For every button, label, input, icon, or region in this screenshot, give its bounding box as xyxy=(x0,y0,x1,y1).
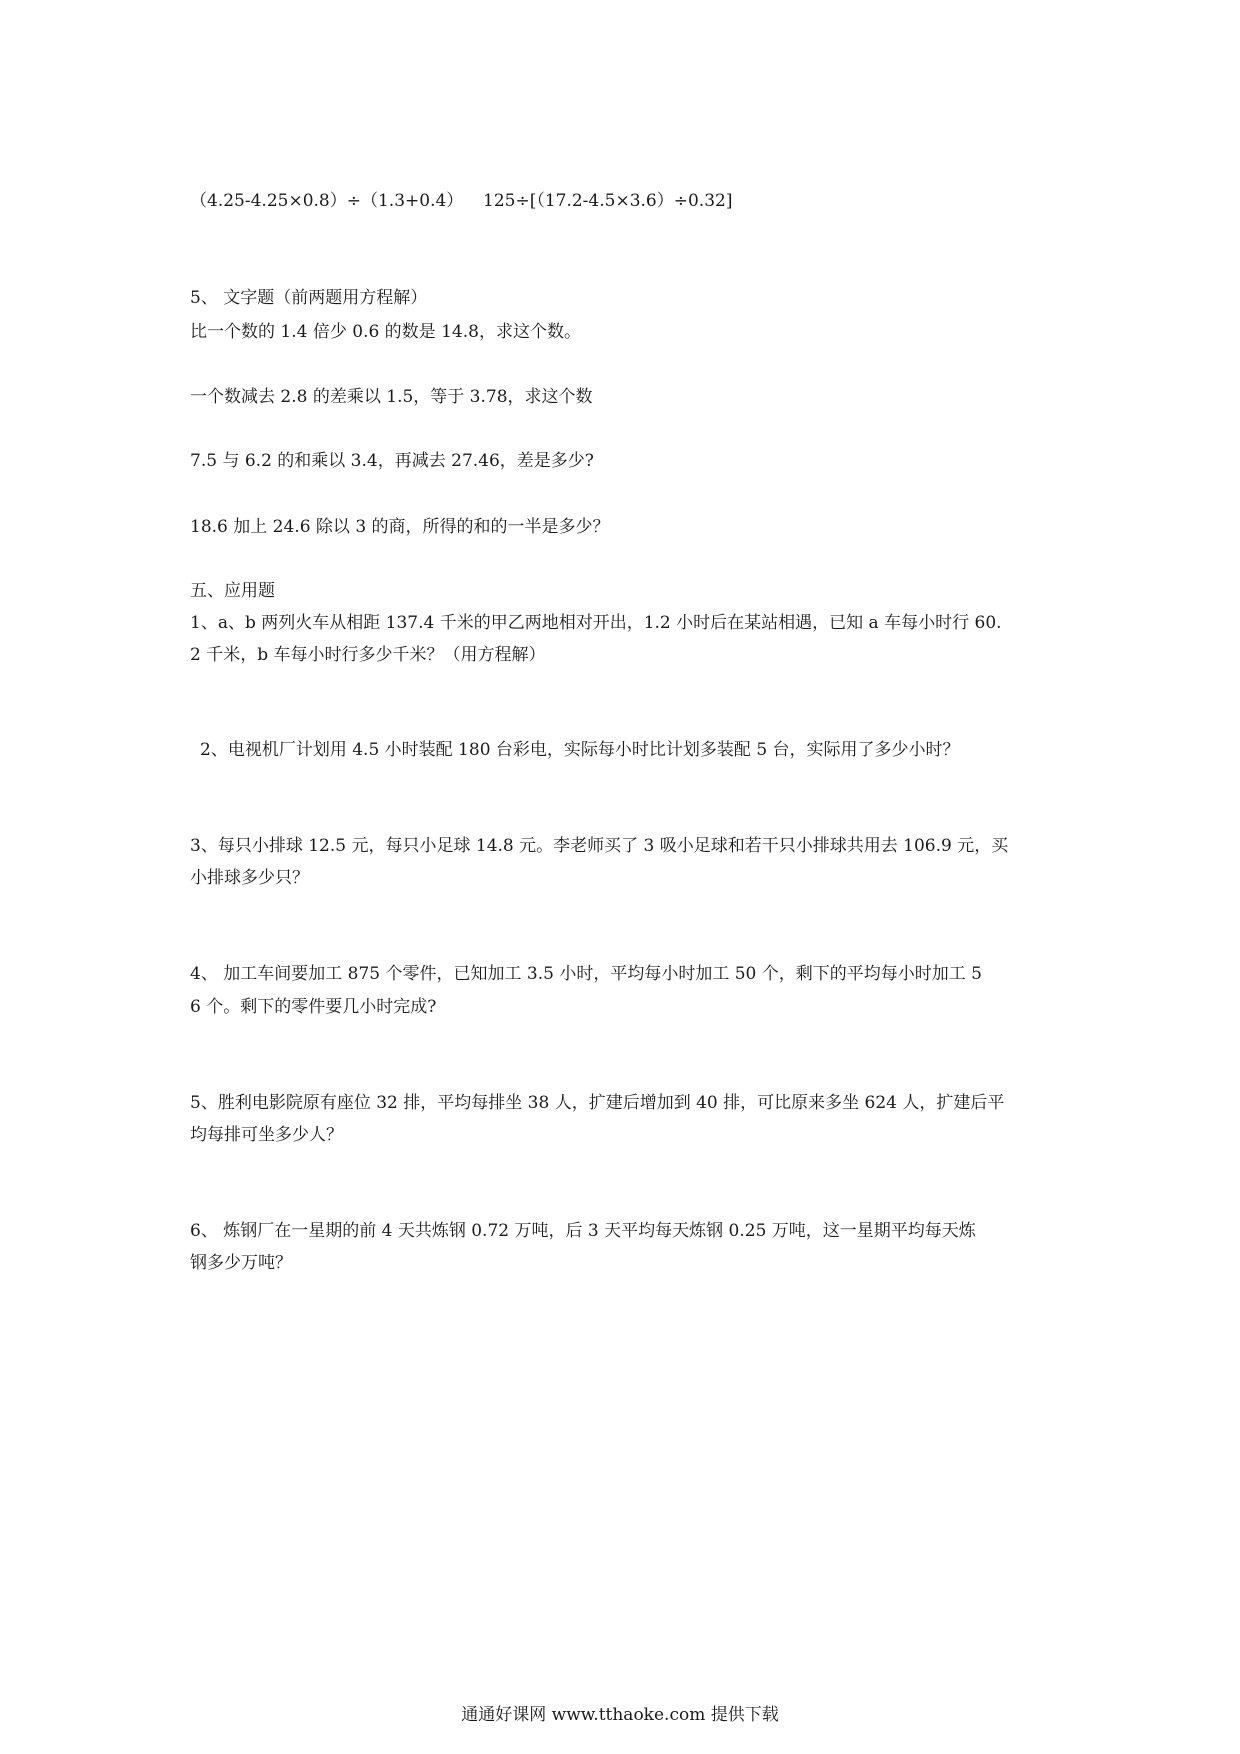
word-problem-2: 一个数减去 2.8 的差乘以 1.5，等于 3.78，求这个数 xyxy=(190,387,593,407)
application-q3-line1: 3、每只小排球 12.5 元，每只小足球 14.8 元。李老师买了 3 吸小足球和若干只小排球共用去 106.9 元，买 xyxy=(190,836,1009,856)
application-q6-line1: 6、 炼钢厂在一星期的前 4 天共炼钢 0.72 万吨，后 3 天平均每天炼钢 0.25 万吨，这一星期平均每天炼 xyxy=(190,1221,976,1241)
expression-right: 125÷[（17.2-4.5×3.6）÷0.32] xyxy=(483,191,733,211)
application-q1-line2: 2 千米，b 车每小时行多少千米？（用方程解） xyxy=(190,645,546,665)
application-q4-line1: 4、 加工车间要加工 875 个零件，已知加工 3.5 小时，平均每小时加工 50 个，剩下的平均每小时加工 5 xyxy=(190,964,982,984)
application-q5-line2: 均每排可坐多少人？ xyxy=(190,1125,343,1145)
application-q5-line1: 5、胜利电影院原有座位 32 排，平均每排坐 38 人，扩建后增加到 40 排，可比原来多坐 624 人，扩建后平 xyxy=(190,1093,1005,1113)
application-q6-line2: 钢多少万吨？ xyxy=(190,1253,292,1273)
application-q2-line1: 2、电视机厂计划用 4.5 小时装配 180 台彩电，实际每小时比计划多装配 5 台，实际用了多少小时？ xyxy=(200,740,960,760)
word-problems-heading: 5、 文字题（前两题用方程解） xyxy=(190,288,428,308)
word-problem-3: 7.5 与 6.2 的和乘以 3.4，再减去 27.46，差是多少? xyxy=(190,451,594,471)
applications-heading: 五、应用题 xyxy=(190,581,275,601)
expression-left: （4.25-4.25×0.8）÷（1.3+0.4） xyxy=(190,191,464,211)
word-problem-1: 比一个数的 1.4 倍少 0.6 的数是 14.8，求这个数。 xyxy=(190,322,581,342)
footer-download-note: 通通好课网 www.tthaoke.com 提供下载 xyxy=(461,1705,779,1725)
application-q1-line1: 1、a、b 两列火车从相距 137.4 千米的甲乙两地相对开出，1.2 小时后在某站相遇，已知 a 车每小时行 60. xyxy=(190,613,1002,633)
application-q4-line2: 6 个。剩下的零件要几小时完成? xyxy=(190,997,437,1017)
application-q3-line2: 小排球多少只？ xyxy=(190,868,309,888)
word-problem-4: 18.6 加上 24.6 除以 3 的商，所得的和的一半是多少？ xyxy=(190,517,610,537)
